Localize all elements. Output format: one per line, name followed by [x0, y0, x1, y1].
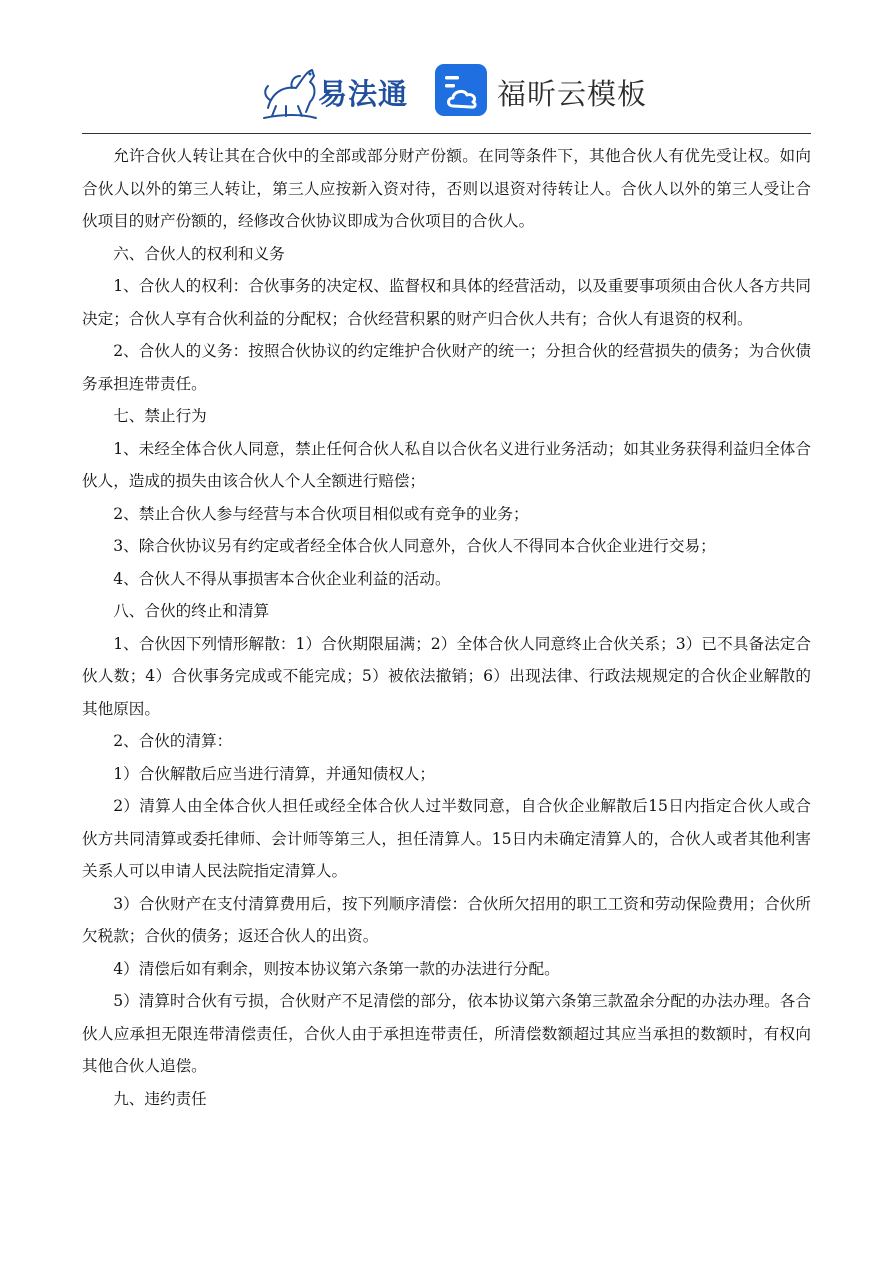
document-body [82, 140, 811, 1115]
paragraph-prohibited-2: 2、禁止合伙人参与经营与本合伙项目相似或有竞争的业务； [113, 504, 529, 523]
section-heading-rights-duties: 六、合伙人的权利和义务 [113, 244, 285, 263]
paragraph-liquidation-5: 5）清算时合伙有亏损，合伙财产不足清偿的部分，依本协议第六条第三款盈余分配的办法办理。各合伙人应承担无限连带清偿责任，合伙人由于承担连带责任，所清偿数额超过其应当承担的数额时，有权向其他合伙人追偿。 [82, 992, 811, 1075]
header-divider [82, 133, 811, 134]
logo-yifatong-text: 易法通 [318, 77, 409, 111]
paragraph-prohibited-3: 3、除合伙协议另有约定或者经全体合伙人同意外，合伙人不得同本合伙企业进行交易； [113, 537, 716, 555]
section-heading-termination: 八、合伙的终止和清算 [113, 602, 270, 620]
paragraph-prohibited-1: 1、未经全体合伙人同意，禁止任何合伙人私自以合伙名义进行业务活动；如其业务获得利益归全体合伙人，造成的损失由该合伙人个人全额进行赔偿； [82, 439, 811, 490]
page-header [0, 58, 893, 128]
section-heading-prohibited: 七、禁止行为 [113, 407, 207, 425]
paragraph-liquidation-1: 1）合伙解散后应当进行清算，并通知债权人； [113, 764, 435, 783]
paragraph-prohibited-4: 4、合伙人不得从事损害本合伙企业利益的活动。 [113, 569, 451, 588]
logo-fuxin-text: 福昕云模板 [497, 77, 648, 111]
paragraph-liquidation-4: 4）清偿后如有剩余，则按本协议第六条第一款的办法进行分配。 [113, 959, 560, 978]
paragraph-dissolution: 1、合伙因下列情形解散：1）合伙期限届满；2）全体合伙人同意终止合伙关系；3）已不具备法定合伙人数；4）合伙事务完成或不能完成；5）被依法撤销；6）出现法律、行政法规规定的合伙企业解散的其他原因。 [82, 634, 811, 718]
section-heading-breach: 九、违约责任 [113, 1089, 207, 1108]
paragraph-transfer-share: 允许合伙人转让其在合伙中的全部或部分财产份额。在同等条件下，其他合伙人有优先受让权。如向合伙人以外的第三人转让，第三人应按新入资对待，否则以退资对待转让人。合伙人以外的第三人受让合伙项目的财产份额的，经修改合伙协议即成为合伙项目的合伙人。 [82, 147, 811, 230]
paragraph-liquidation-2: 2）清算人由全体合伙人担任或经全体合伙人过半数同意，自合伙企业解散后15日内指定合伙人或合伙方共同清算或委托律师、会计师等第三人，担任清算人。15日内未确定清算人的，合伙人或者其他利害关系人可以申请人民法院指定清算人。 [82, 797, 811, 880]
paragraph-partner-duties: 2、合伙人的义务：按照合伙协议的约定维护合伙财产的统一；分担合伙的经营损失的债务；为合伙债务承担连带责任。 [82, 342, 811, 393]
paragraph-liquidation-title: 2、合伙的清算： [113, 732, 233, 750]
cloud-document-icon [435, 64, 487, 116]
paragraph-partner-rights: 1、合伙人的权利：合伙事务的决定权、监督权和具体的经营活动，以及重要事项须由合伙人各方共同决定；合伙人享有合伙利益的分配权；合伙经营积累的财产归合伙人共有；合伙人有退资的权利。 [82, 277, 811, 328]
paragraph-liquidation-3: 3）合伙财产在支付清算费用后，按下列顺序清偿：合伙所欠招用的职工工资和劳动保险费用；合伙所欠税款；合伙的债务；返还合伙人的出资。 [82, 894, 811, 945]
